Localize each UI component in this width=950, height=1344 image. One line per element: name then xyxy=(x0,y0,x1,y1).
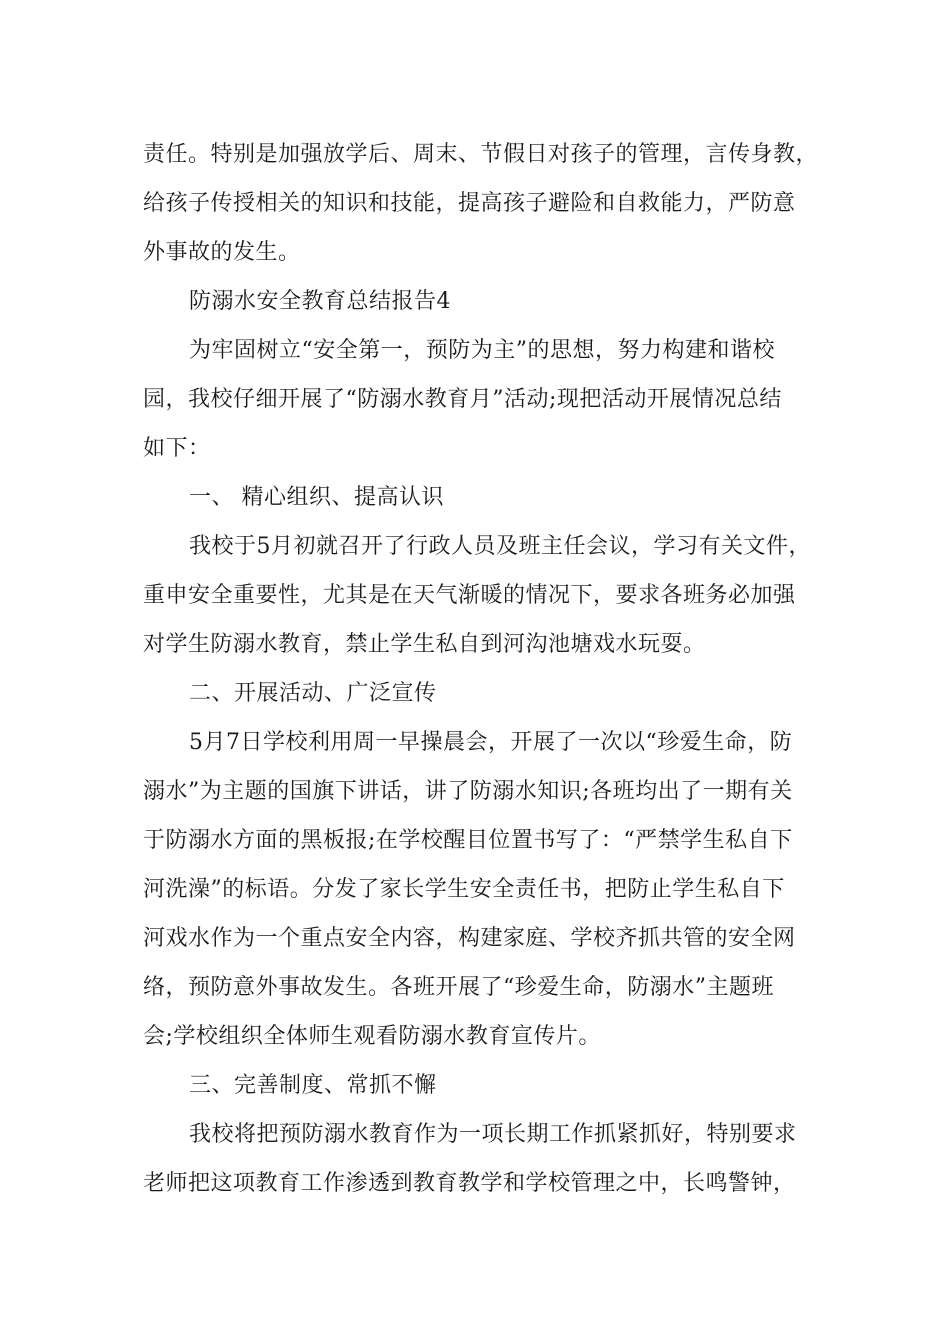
text-line: 5月7日学校利用周一早操晨会，开展了一次以“珍爱生命，防 xyxy=(189,730,793,755)
text-line: 责任。特别是加强放学后、周末、节假日对孩子的管理，言传身教， xyxy=(143,142,819,167)
section-heading: 三、完善制度、常抓不懈 xyxy=(189,1073,437,1098)
text-line: 我校将把预防溺水教育作为一项长期工作抓紧抓好，特别要求 xyxy=(189,1122,797,1147)
text-line: 对学生防溺水教育，禁止学生私自到河沟池塘戏水玩耍。 xyxy=(143,632,706,657)
text-line: 老师把这项教育工作渗透到教育教学和学校管理之中，长鸣警钟， xyxy=(143,1171,796,1196)
document-body xyxy=(143,130,819,1208)
text-line: 重申安全重要性，尤其是在天气渐暖的情况下，要求各班务必加强 xyxy=(143,583,796,608)
text-line: 我校于5月初就召开了行政人员及班主任会议，学习有关文件， xyxy=(189,534,811,559)
text-line: 园，我校仔细开展了“防溺水教育月”活动;现把活动开展情况总结 xyxy=(143,387,782,412)
text-line: 会;学校组织全体师生观看防溺水教育宣传片。 xyxy=(143,1024,601,1049)
text-line: 于防溺水方面的黑板报;在学校醒目位置书写了：“严禁学生私自下 xyxy=(143,828,793,853)
text-line: 河洗澡”的标语。分发了家长学生安全责任书，把防止学生私自下 xyxy=(143,877,785,902)
text-line: 给孩子传授相关的知识和技能，提高孩子避险和自救能力，严防意 xyxy=(143,191,796,216)
section-title: 防溺水安全教育总结报告4 xyxy=(189,289,451,314)
section-heading: 一、 精心组织、提高认识 xyxy=(189,485,444,510)
section-heading: 二、开展活动、广泛宣传 xyxy=(189,681,437,706)
text-line: 河戏水作为一个重点安全内容，构建家庭、学校齐抓共管的安全网 xyxy=(143,926,796,951)
text-line: 为牢固树立“安全第一，预防为主”的思想，努力构建和谐校 xyxy=(189,338,775,363)
text-line: 如下： xyxy=(143,436,211,461)
text-line: 络，预防意外事故发生。各班开展了“珍爱生命，防溺水”主题班 xyxy=(143,975,774,1000)
text-line: 溺水”为主题的国旗下讲话，讲了防溺水知识;各班均出了一期有关 xyxy=(143,779,793,804)
text-line: 外事故的发生。 xyxy=(143,240,301,265)
